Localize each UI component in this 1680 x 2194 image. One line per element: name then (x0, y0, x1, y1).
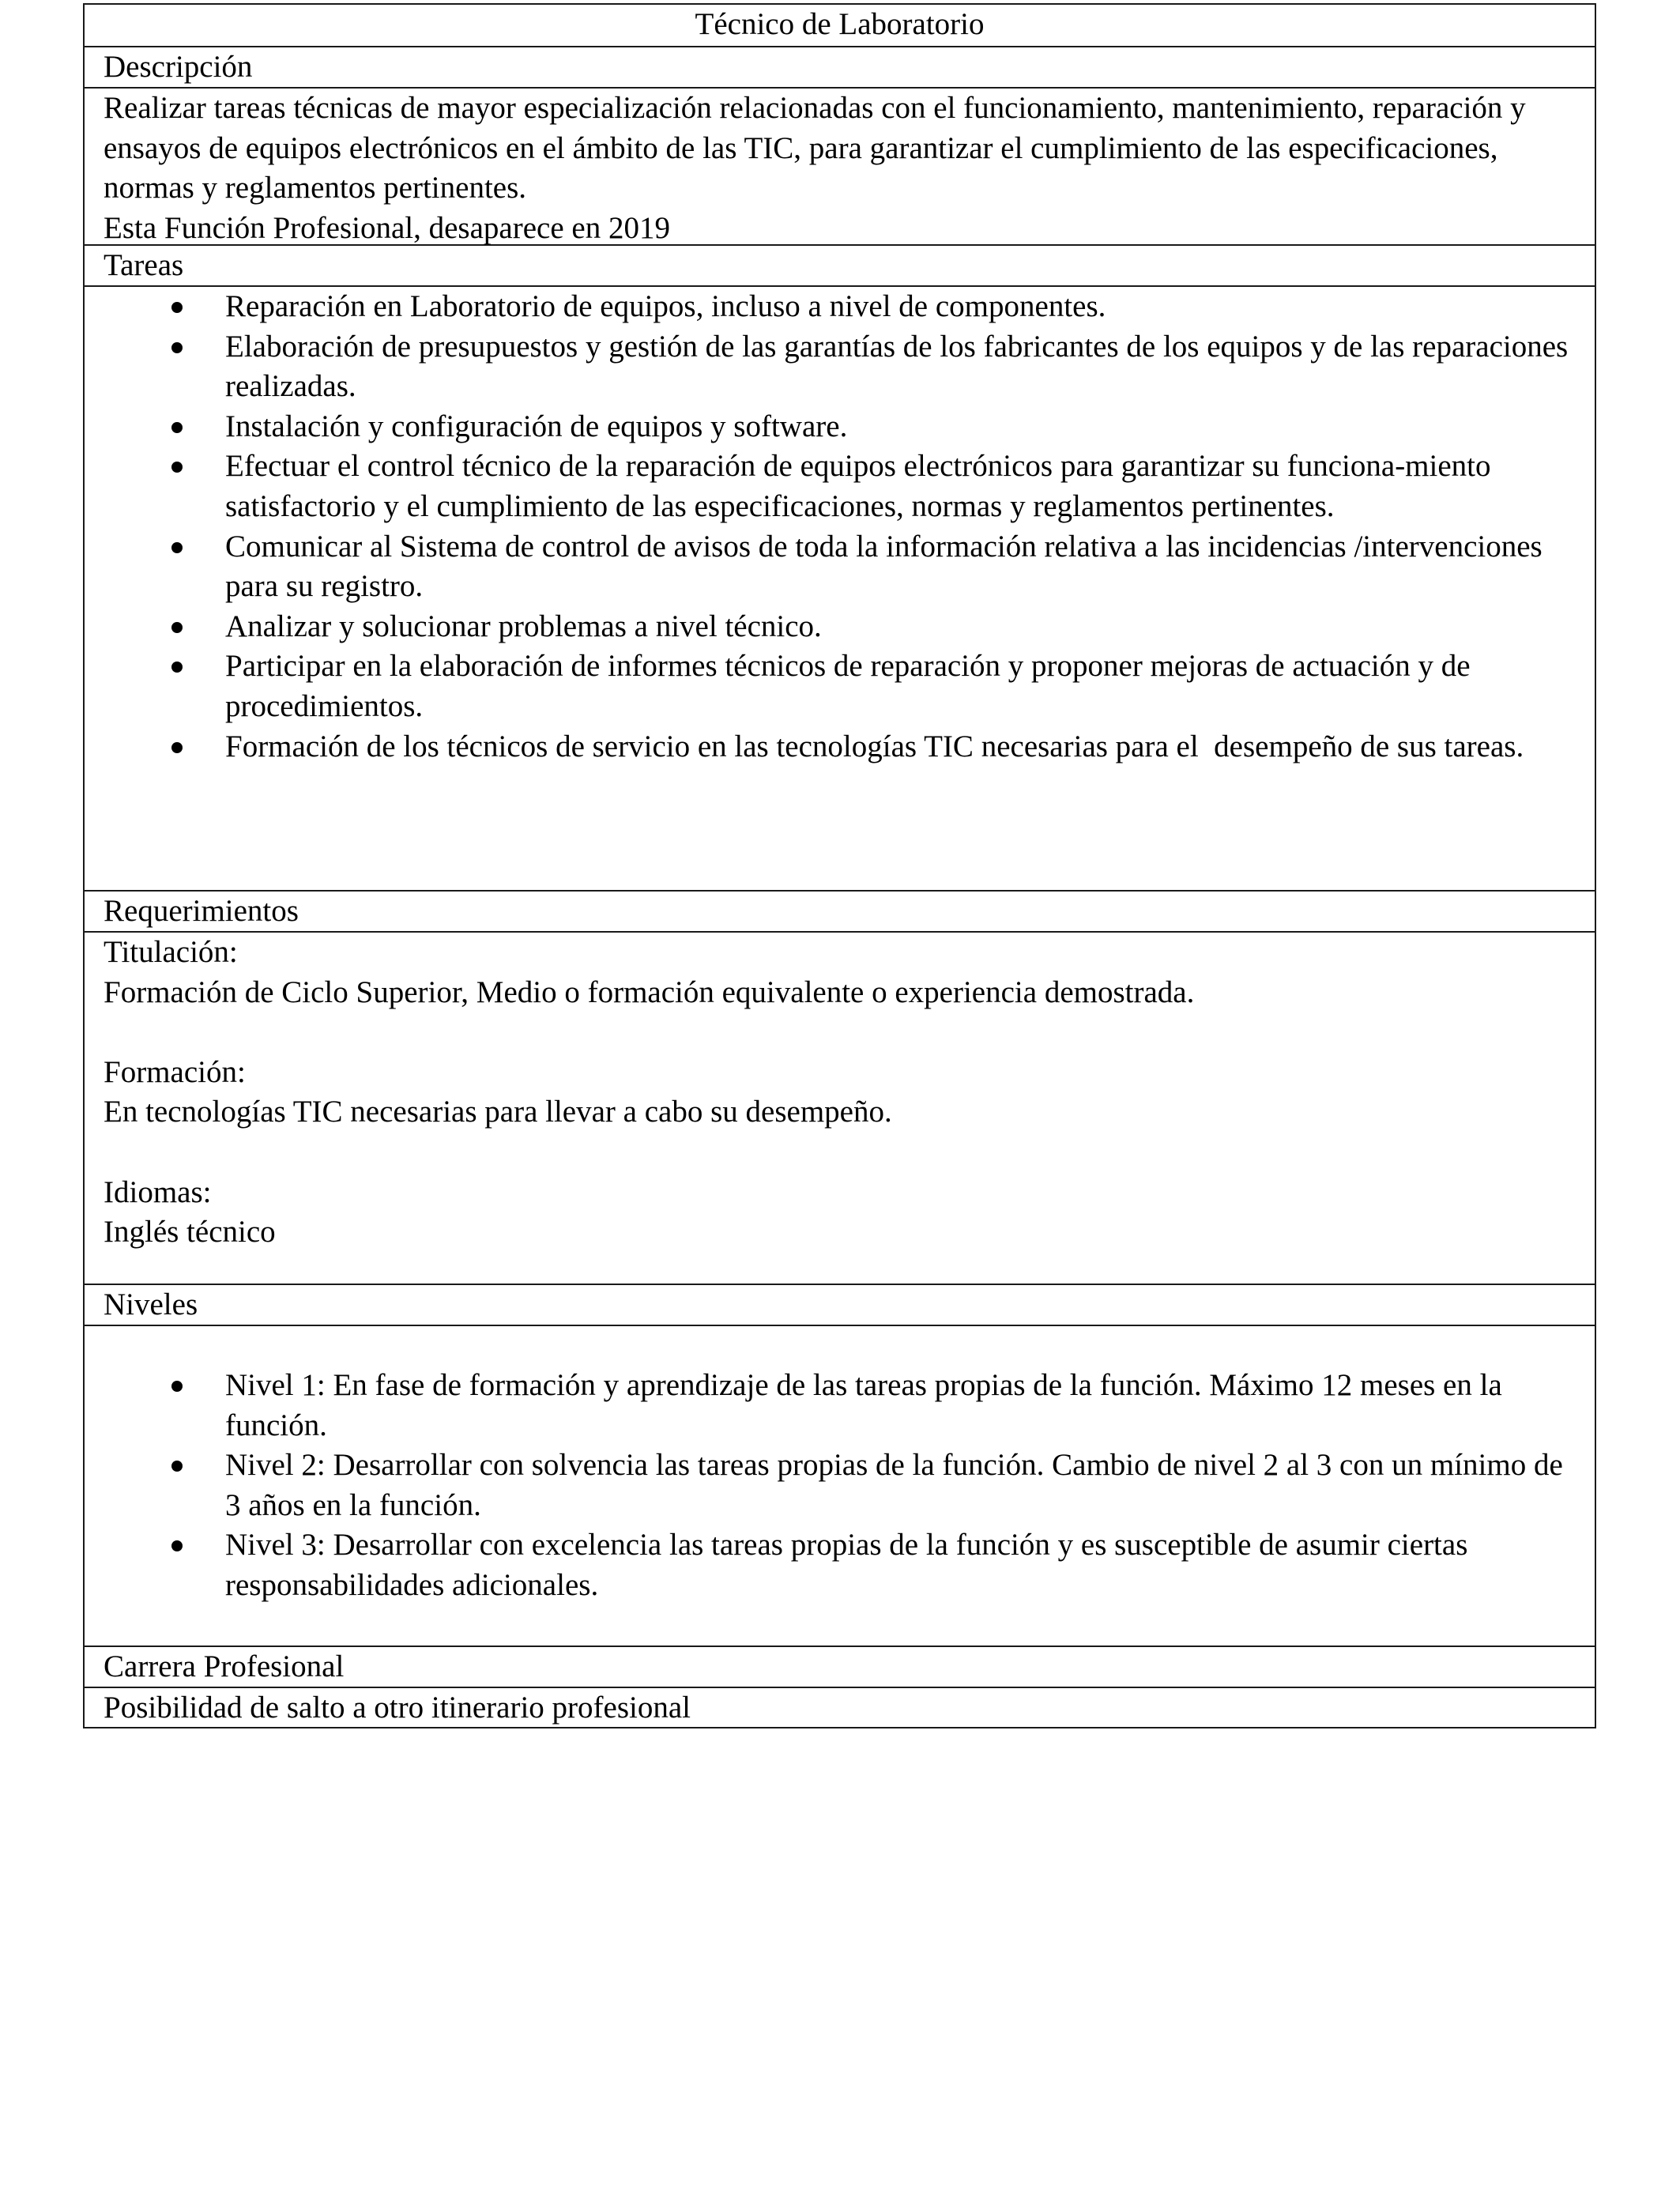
bullet-icon (171, 1381, 183, 1392)
tasks-body-row (85, 285, 1595, 890)
requirements-body-row (85, 931, 1595, 1284)
bullet-icon (171, 462, 183, 473)
tasks-heading: Tareas (104, 248, 184, 282)
tasks-heading-row (85, 244, 1595, 285)
level-text: Nivel 2: Desarrollar con solvencia las tareas propias de la función. Cambio de nivel 2 al 3 con un mínimo de 3 años en la función. (225, 1448, 1571, 1522)
levels-list (104, 1366, 1595, 1606)
career-text: Posibilidad de salto a otro itinerario profesional (104, 1691, 691, 1725)
bullet-icon (171, 662, 183, 673)
task-item (225, 447, 1571, 526)
description-body-row (85, 87, 1595, 244)
description-heading: Descripción (104, 50, 253, 84)
table-title-row (85, 5, 1595, 46)
requirement-value: Formación de Ciclo Superior, Medio o formación equivalente o experiencia demostrada. (104, 974, 1195, 1009)
task-item (225, 327, 1576, 407)
task-text: Reparación en Laboratorio de equipos, incluso a nivel de componentes. (225, 289, 1106, 323)
tasks-list (104, 287, 1595, 767)
bullet-icon (171, 1540, 183, 1551)
description-heading-row (85, 46, 1595, 87)
levels-heading-row (85, 1284, 1595, 1325)
job-title: Técnico de Laboratorio (695, 7, 985, 41)
requirement-label: Titulación: (104, 935, 238, 969)
bullet-icon (171, 342, 183, 353)
level-text: Nivel 1: En fase de formación y aprendizaje de las tareas propias de la función. Máximo 12 meses en la función. (225, 1368, 1510, 1442)
task-item (225, 647, 1571, 726)
level-item (225, 1446, 1571, 1525)
requirement-value: Inglés técnico (104, 1215, 276, 1250)
requirements-heading-row (85, 890, 1595, 931)
level-item (225, 1366, 1571, 1446)
bullet-icon (171, 302, 183, 313)
description-paragraph: Realizar tareas técnicas de mayor especialización relacionadas con el funcionamiento, mantenimiento, reparación y ensayos de equipos electrónicos en el ámbito de las TIC, para garantizar el cumplimiento de las especificaciones, normas y reglamentos pertinentes. (104, 91, 1534, 205)
bullet-icon (171, 422, 183, 433)
task-text: Analizar y solucionar problemas a nivel técnico. (225, 609, 822, 643)
job-profile-table (83, 3, 1596, 1728)
task-text: Elaboración de presupuestos y gestión de las garantías de los fabricantes de los equipos y de las reparaciones realizadas. (225, 329, 1576, 404)
bullet-icon (171, 542, 183, 553)
requirement-formacion (104, 1053, 1595, 1133)
career-body-row (85, 1687, 1595, 1727)
task-item (225, 527, 1571, 607)
requirement-value: En tecnologías TIC necesarias para llevar a cabo su desempeño. (104, 1095, 892, 1129)
requirement-label: Formación: (104, 1054, 246, 1089)
requirement-titulacion (104, 933, 1595, 1012)
career-heading-row (85, 1646, 1595, 1687)
task-item (225, 407, 1571, 447)
task-text: Efectuar el control técnico de la reparación de equipos electrónicos para garantizar su funciona-miento satisfactorio y el cumplimiento de las especificaciones, normas y reglamentos pertinentes. (225, 449, 1499, 523)
career-heading: Carrera Profesional (104, 1649, 345, 1683)
requirement-idiomas (104, 1173, 1595, 1253)
bullet-icon (171, 1461, 183, 1472)
level-text: Nivel 3: Desarrollar con excelencia las tareas propias de la función y es susceptible de asumir ciertas responsabilidades adicionales. (225, 1528, 1476, 1602)
task-item (225, 287, 1571, 327)
bullet-icon (171, 622, 183, 633)
levels-body-row (85, 1325, 1595, 1646)
task-item (225, 727, 1571, 767)
task-text: Comunicar al Sistema de control de avisos de toda la información relativa a las incidencias /intervenciones para su registro. (225, 529, 1550, 604)
levels-heading: Niveles (104, 1287, 198, 1321)
bullet-icon (171, 742, 183, 753)
description-note: Esta Función Profesional, desaparece en 2019 (104, 210, 670, 245)
requirement-label: Idiomas: (104, 1174, 212, 1209)
level-item (225, 1525, 1571, 1605)
requirements-heading: Requerimientos (104, 894, 299, 928)
task-item (225, 607, 1571, 647)
task-text: Formación de los técnicos de servicio en las tecnologías TIC necesarias para el desempeño de sus tareas. (225, 729, 1524, 763)
task-text: Instalación y configuración de equipos y software. (225, 409, 848, 443)
task-text: Participar en la elaboración de informes técnicos de reparación y proponer mejoras de actuación y de procedimientos. (225, 649, 1478, 723)
